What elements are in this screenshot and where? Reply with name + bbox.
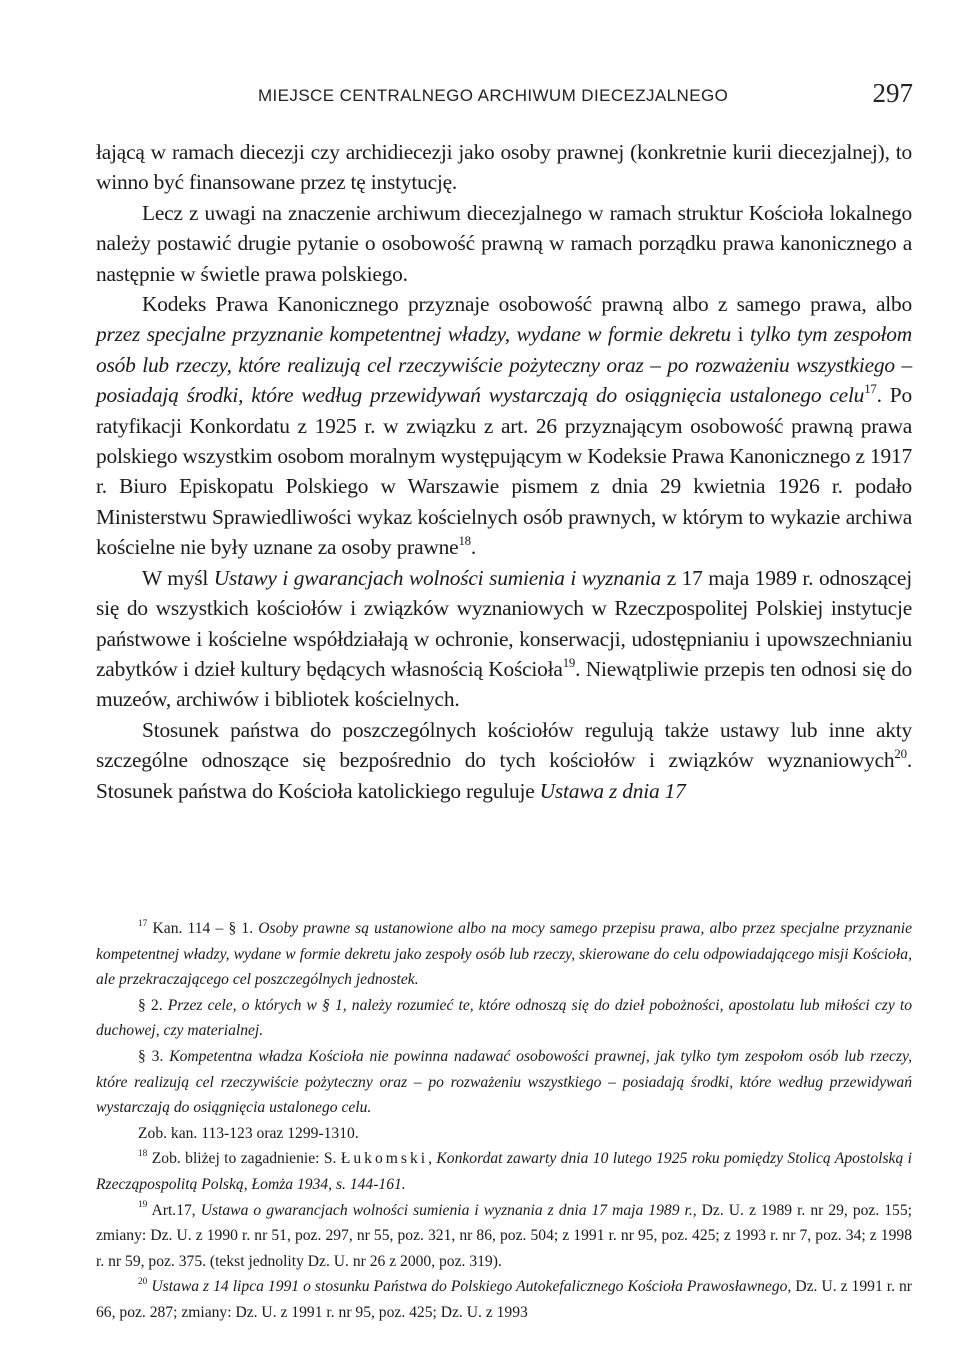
quoted-canon: przez specjalne przyznanie kompetentnej władzy, wydane w formie dekretu (96, 322, 732, 347)
law-title-2: Ustawa z dnia 17 (539, 778, 686, 803)
footnote-18: $^{18}$ Zob. bliżej to zagadnienie: S. Łukomski, Konkordat zawarty dnia 10 lutego 1925 roku pomiędzy Stolicą Apostolską i Rzecząpospolitą Polską, Łomża 1934, s. 144-161. (96, 1149, 912, 1193)
paragraph-4: W myśl Ustawy i gwarancjach wolności sumienia i wyznania z 17 maja 1989 r. odnoszącej się do wszystkich kościołów i związków wyznaniowych w Rzeczpospolitej Polskiej instytucje państwowe i kościelne współdziałają w ochronie, konserwacji, udostępnianiu i upowszechnianiu zabytków i dzieł kultury będących własnością Kościoła$^{19}$. Niewątpliwie przepis ten odnosi się do muzeów, archiwów i bibliotek kościelnych. (96, 565, 912, 712)
author-name: Łukomski (340, 1150, 429, 1168)
paragraph-2: Lecz z uwagi na znaczenie archiwum diecezjalnego w ramach struktur Kościoła lokalnego należy postawić drugie pytanie o osobowość prawną w ramach porządku prawa kanonicznego a następnie w świetle prawa polskiego. (96, 200, 912, 286)
paragraph-1: łającą w ramach diecezji czy archidiecezji jako osoby prawnej (konkretnie kurii diecezjalnej), to winno być finansowane przez tę instytucję. (96, 140, 912, 195)
page-header (258, 78, 913, 118)
quoted-canon-2: tylko tym zespołom osób lub rzeczy, które realizują cel rzeczywiście pożyteczny oraz – po rozważeniu wszystkiego – posiadają środki, które według przewidywań wystarczają do osiągnięcia ustalonego celu (96, 322, 912, 408)
footnote-19: $^{19}$ Art.17, Ustawa o gwarancjach wolności sumienia i wyznania z dnia 17 maja 1989 r., Dz. U. z 1989 r. nr 29, poz. 155; zmiany: Dz. U. z 1990 r. nr 51, poz. 297, nr 55, poz. 321, nr 86, poz. 504; z 1991 r. nr 95, poz. 425; z 1993 r. nr 7, poz. 34; z 1998 r. nr 59, poz. 375. (tekst jednolity Dz. U. nr 26 z 2000, poz. 319). (96, 1200, 912, 1270)
page-number: 297 (872, 78, 913, 108)
footnote-20: $^{20}$ Ustawa z 14 lipca 1991 o stosunku Państwa do Polskiego Autokefalicznego Kościoła Prawosławnego, Dz. U. z 1991 r. nr 66, poz. 287; zmiany: Dz. U. z 1991 r. nr 95, poz. 425; Dz. U. z 1993 (96, 1277, 912, 1321)
law-title: Ustawy i gwarancjach wolności sumienia i wyznania (213, 565, 662, 590)
footnote-17-section-3: § 3. Kompetentna władza Kościoła nie powinna nadawać osobowości prawnej, jak tylko tym zespołom osób lub rzeczy, które realizują cel rzeczywiście pożyteczny oraz – po rozważeniu wszystkiego – posiadają środki, które według przewidywań wystarczają do osiągnięcia ustalonego celu. (96, 1047, 913, 1117)
footnote-17-section-2: § 2. Przez cele, o których w § 1, należy rozumieć te, które odnoszą się do dzieł pobożności, apostolatu lub miłości czy to duchowej, czy materialnej. (96, 996, 913, 1040)
paragraph-3: Kodeks Prawa Kanonicznego przyznaje osobowość prawną albo z samego prawa, albo przez specjalne przyznanie kompetentnej władzy, wydane w formie dekretu i tylko tym zespołom osób lub rzeczy, które realizują cel rzeczywiście pożyteczny oraz – po rozważeniu wszystkiego – posiadają środki, które według przewidywań wystarczają do osiągnięcia ustalonego celu$^{17}$. Po ratyfikacji Konkordatu z 1925 r. w związku z art. 26 przyznającym osobowość prawną prawa polskiego wszystkim osobom moralnym występującym w Kodeksie Prawa Kanonicznego z 1917 r. Biuro Episkopatu Polskiego w Warszawie pismem z dnia 29 kwietnia 1926 r. podało Ministerstwu Sprawiedliwości wykaz kościelnych osób prawnych, w którym to wykazie archiwa kościelne nie były uznane za osoby prawne$^{18}$. (96, 292, 912, 560)
running-head: MIEJSCE CENTRALNEGO ARCHIWUM DIECEZJALNEGO (258, 86, 729, 105)
main-text (96, 137, 912, 806)
footnote-17: $^{17}$ Kan. 114 – § 1. Osoby prawne są ustanowione albo na mocy samego przepisu prawa, albo przez specjalne przyznanie kompetentnej władzy, wydane w formie dekretu jako zespoły osób lub rzeczy, skierowane do celu odpowiadającego misji Kościoła, ale przekraczającego cel poszczególnych jednostek. (96, 918, 913, 989)
footnote-ref-18[interactable]: 18 (458, 533, 471, 548)
footnote-ref-19[interactable]: 19 (562, 655, 576, 670)
footnotes (96, 916, 912, 1326)
footnote-17-ref: Zob. kan. 113-123 oraz 1299-1310. (138, 1124, 359, 1142)
footnote-ref-17[interactable]: 17 (864, 381, 877, 396)
footnote-ref-20[interactable]: 20 (894, 746, 907, 761)
paragraph-5: Stosunek państwa do poszczególnych kościołów regulują także ustawy lub inne akty szczególne odnoszące się bezpośrednio do tych kościołów i związków wyznaniowych$^{20}$. Stosunek państwa do Kościoła katolickiego reguluje Ustawa z dnia 17 (96, 717, 912, 803)
